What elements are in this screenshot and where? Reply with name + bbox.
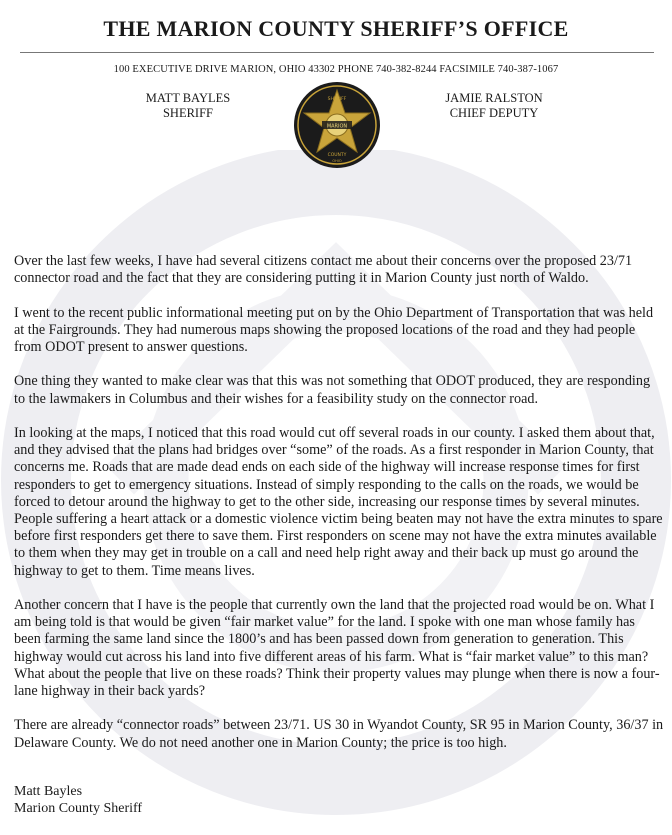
badge-top-text: SHERIFF xyxy=(327,97,347,102)
deputy-name: JAMIE RALSTON xyxy=(445,91,543,105)
signature-title: Marion County Sheriff xyxy=(14,801,143,816)
deputy-title: CHIEF DEPUTY xyxy=(449,106,539,120)
badge-banner-text: MARION xyxy=(326,123,348,130)
signature-block xyxy=(14,783,142,817)
sheriff-name: MATT BAYLES xyxy=(145,91,231,105)
sheriff-star-badge-icon xyxy=(292,80,382,170)
sheriff-title: SHERIFF xyxy=(162,106,214,120)
deputy-block xyxy=(424,91,564,121)
badge-state-text: OHIO xyxy=(332,159,342,163)
body-paragraph: I went to the recent public informational meeting put on by the Ohio Department of Transportation that was held at the Fairgrounds. They had numerous maps showing the proposed locations of the road and they had people from ODOT present to answer questions. xyxy=(14,304,654,355)
letterhead-divider xyxy=(20,52,654,53)
body-paragraph: Over the last few weeks, I have had several citizens contact me about their concerns over the proposed 23/71 connector road and the fact that they are considering putting it in Marion County just north of Waldo. xyxy=(14,253,633,287)
signature-name: Matt Bayles xyxy=(14,784,83,799)
body-paragraph: One thing they wanted to make clear was that this was not something that ODOT produced, they are responding to the lawmakers in Columbus and their wishes for a feasibility study on the connector road. xyxy=(14,373,651,407)
letterhead-title: THE MARION COUNTY SHERIFF’S OFFICE xyxy=(103,16,569,41)
body-paragraph: In looking at the maps, I noticed that this road would cut off several roads in our county. I asked them about that, and they advised that the plans had bridges over “some” of the roads. As a first responder in Marion County, that concerns me. Roads that are made dead ends on each side of the highway will increase response times for first responders to get to emergency situations. Instead of simply responding to the calls on the roads, we would be forced to detour around the highway to get to the other side, increasing our response times by several minutes. People suffering a heart attack or a domestic violence victim being beaten may not have the extra minutes to spare before first responders get there to save them. First responders on scene may not have the extra minutes available to them when they may get in trouble on a call and need help right away and their back up must go around the highway to get to them. Time means lives. xyxy=(14,424,663,579)
body-paragraph: Another concern that I have is the people that currently own the land that the projected road would be on. What I am being told is that would be given “fair market value” for the land. I spoke with one man whose family has been farming the same land since the 1800’s and has been passed down from generation to generation. This highway would cut across his land into five different areas of his farm. What is “fair market value” to this man? What about the people that live on these roads? Think their property values may plunge when there is now a four-lane highway in their back yards? xyxy=(14,597,660,700)
sheriff-block xyxy=(128,91,248,121)
badge-bottom-text: COUNTY xyxy=(327,153,347,158)
letter-body xyxy=(14,253,664,769)
letterhead-address: 100 EXECUTIVE DRIVE MARION, OHIO 43302 PHONE 740-382-8244 FACSIMILE 740-387-1067 xyxy=(113,64,559,75)
body-paragraph: There are already “connector roads” between 23/71. US 30 in Wyandot County, SR 95 in Marion County, 36/37 in Delaware County. We do not need another one in Marion County; the price is too high. xyxy=(14,717,664,751)
